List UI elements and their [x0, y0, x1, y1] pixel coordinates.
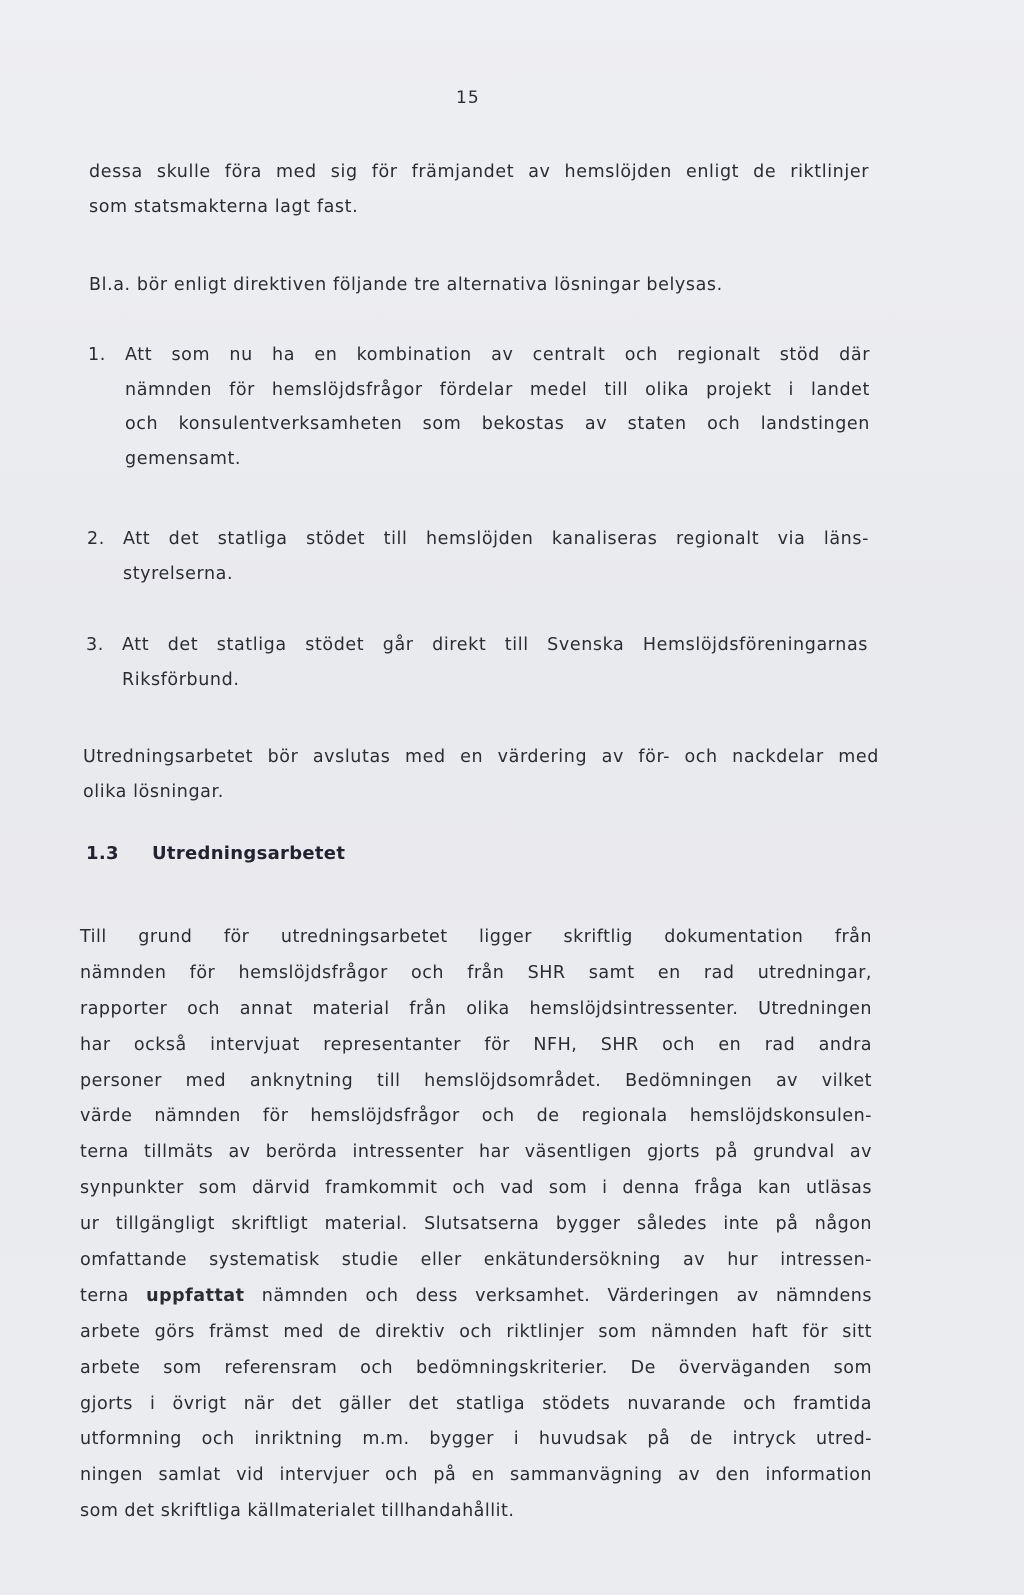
- alternative-line: Att det statliga stödet till hemslöjden kanaliseras regionalt via läns-: [123, 529, 869, 549]
- alternative-number: 1.: [88, 345, 106, 365]
- body-line: rapporter och annat material från olika hemslöjdsintressenter. Utredningen: [80, 998, 872, 1019]
- alternative-line: gemensamt.: [125, 448, 242, 469]
- alternative-number: 2.: [87, 529, 105, 549]
- body-line: omfattande systematisk studie eller enkätundersökning av hur intressen-: [80, 1250, 872, 1271]
- body-line-with-emphasis: [80, 1279, 872, 1315]
- body-line: har också intervjuat representanter för NFH, SHR och en rad andra: [80, 1034, 872, 1055]
- body-line: värde nämnden för hemslöjdsfrågor och de regionala hemslöjdskonsulen-: [80, 1106, 872, 1127]
- body-text-segment: nämnden och dess verksamhet. Värderingen av nämndens: [244, 1285, 872, 1306]
- directive-paragraph: [89, 268, 869, 303]
- intro-line: dessa skulle föra med sig för främjandet av hemslöjden enligt de riktlinjer: [89, 162, 869, 182]
- intro-line: som statsmakterna lagt fast.: [89, 196, 359, 217]
- section-number: 1.3: [86, 843, 119, 864]
- body-paragraph: [80, 920, 872, 1530]
- page-number: 15: [456, 88, 480, 108]
- alternative-number: 3.: [86, 635, 104, 655]
- directive-line: Bl.a. bör enligt direktiven följande tre alternativa lösningar belysas.: [89, 275, 723, 295]
- body-line: arbete görs främst med de direktiv och riktlinjer som nämnden haft för sitt: [80, 1321, 872, 1342]
- body-line: ningen samlat vid intervjuer och på en sammanvägning av den information: [80, 1465, 872, 1486]
- alternative-line: Riksförbund.: [122, 669, 240, 690]
- body-line: Till grund för utredningsarbetet ligger skriftlig dokumentation från: [80, 927, 872, 947]
- body-text-segment: terna: [80, 1285, 147, 1306]
- body-line: utformning och inriktning m.m. bygger i huvudsak på de intryck utred-: [80, 1429, 872, 1450]
- alternative-line: nämnden för hemslöjdsfrågor fördelar medel till olika projekt i landet: [125, 379, 870, 400]
- body-line: personer med anknytning till hemslöjdsområdet. Bedömningen av vilket: [80, 1070, 872, 1091]
- alternative-line: och konsulentverksamheten som bekostas av staten och landstingen: [125, 414, 870, 434]
- intro-paragraph: [89, 155, 869, 224]
- body-line: som det skriftliga källmaterialet tillhandahållit.: [80, 1501, 515, 1522]
- emphasized-word: uppfattat: [146, 1285, 245, 1306]
- body-line: gjorts i övrigt när det gäller det statliga stödets nuvarande och framtida: [80, 1393, 872, 1414]
- body-line: arbete som referensram och bedömningskriterier. De överväganden som: [80, 1357, 872, 1378]
- alternative-line: Att det statliga stödet går direkt till Svenska Hemslöjdsföreningarnas: [122, 635, 868, 655]
- conclusion-line: Utredningsarbetet bör avslutas med en värdering av för- och nackdelar med: [83, 747, 879, 767]
- body-line: terna tillmäts av berörda intressenter har väsentligen gjorts på grundval av: [80, 1142, 872, 1163]
- body-line: ur tillgängligt skriftligt material. Slutsatserna bygger således inte på någon: [80, 1214, 872, 1235]
- section-title: Utredningsarbetet: [152, 843, 346, 864]
- alternative-line: styrelserna.: [123, 563, 234, 584]
- body-line: nämnden för hemslöjdsfrågor och från SHR samt en rad utredningar,: [80, 962, 872, 983]
- section-heading: [86, 843, 345, 864]
- body-line: synpunkter som därvid framkommit och vad som i denna fråga kan utläsas: [80, 1178, 872, 1199]
- conclusion-paragraph: [83, 740, 879, 809]
- conclusion-line: olika lösningar.: [83, 781, 224, 802]
- alternative-line: Att som nu ha en kombination av centralt och regionalt stöd där: [125, 345, 870, 365]
